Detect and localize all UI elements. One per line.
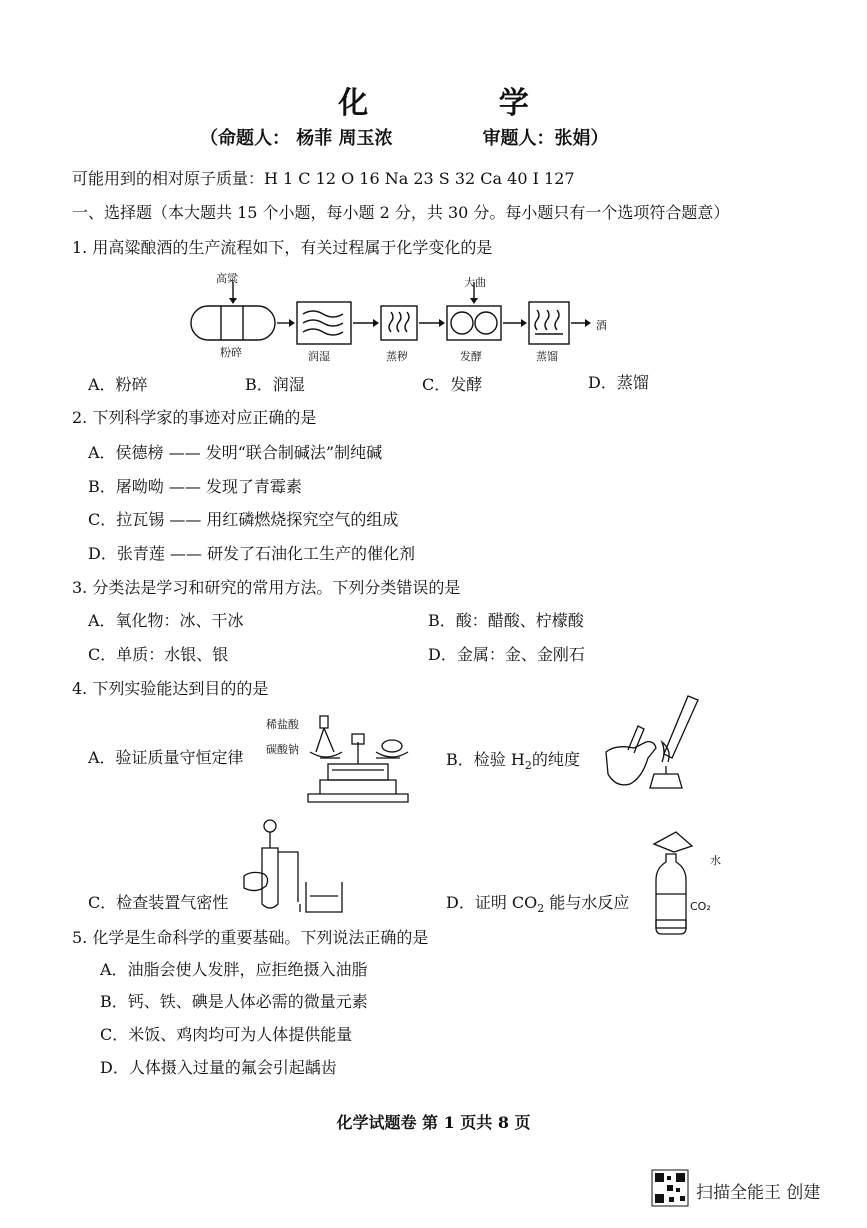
q5-option-b[interactable]: B．钙、铁、碘是人体必需的微量元素 [100, 992, 368, 1011]
hydrogen-test-figure [592, 690, 722, 800]
q4-option-d[interactable]: D．证明 $CO_2$ 能与水反应 [446, 893, 630, 916]
airtightness-figure [240, 818, 350, 916]
balance-figure [300, 706, 420, 806]
qr-code-icon [652, 1170, 688, 1206]
q1-option-d[interactable]: D．蒸馏 [588, 373, 649, 392]
q2-option-a[interactable]: A．侯德榜 —— 发明“联合制碱法”制纯碱 [88, 443, 383, 462]
q1-option-a[interactable]: A．粉碎 [88, 375, 148, 394]
co2-bottle-figure [640, 824, 710, 936]
section-heading: 一、选择题（本大题共 15 个小题，每小题 2 分，共 30 分。每小题只有一个选项符合题意） [72, 203, 730, 222]
q4-option-b[interactable]: B．检验 $H_2$的纯度 [446, 750, 580, 773]
q1-option-b[interactable]: B．润湿 [245, 375, 305, 394]
q5-option-c[interactable]: C．米饭、鸡肉均可为人体提供能量 [100, 1025, 353, 1044]
label-shui: 水 [710, 854, 721, 867]
q1-option-c[interactable]: C．发酵 [422, 375, 483, 394]
q5-option-a[interactable]: A．油脂会使人发胖，应拒绝摄入油脂 [100, 960, 368, 979]
q3-stem: 3. 分类法是学习和研究的常用方法。下列分类错误的是 [72, 578, 461, 597]
label-runshi: 润湿 [308, 350, 330, 363]
label-xiyansuan: 稀盐酸 [266, 718, 299, 731]
q1-stem: 1. 用高粱酿酒的生产流程如下，有关过程属于化学变化的是 [72, 238, 493, 257]
q3-option-d[interactable]: D．金属：金、金刚石 [428, 645, 585, 664]
q3-option-c[interactable]: C．单质：水银、银 [88, 645, 229, 664]
q5-option-d[interactable]: D．人体摄入过量的氟会引起龋齿 [100, 1058, 337, 1077]
label-fensui: 粉碎 [220, 346, 242, 359]
watermark-text: 扫描全能王 创建 [696, 1183, 821, 1203]
q3-option-a[interactable]: A．氧化物：冰、干冰 [88, 611, 244, 630]
q2-stem: 2. 下列科学家的事迹对应正确的是 [72, 408, 317, 427]
label-zhengliu: 蒸馏 [536, 350, 558, 363]
setters: （命题人： 杨菲 周玉浓 [200, 128, 393, 149]
label-tansuanna: 碳酸钠 [266, 743, 299, 756]
page-footer: 化学试题卷 第 1 页共 8 页 [336, 1113, 531, 1132]
q2-option-d[interactable]: D．张青莲 —— 研发了石油化工生产的催化剂 [88, 544, 416, 563]
label-gaoliang: 高粱 [216, 272, 238, 285]
label-co2: CO₂ [690, 900, 711, 913]
label-zhengyi: 蒸秽 [386, 350, 408, 363]
q5-stem: 5. 化学是生命科学的重要基础。下列说法正确的是 [72, 928, 429, 947]
q2-option-c[interactable]: C．拉瓦锡 —— 用红磷燃烧探究空气的组成 [88, 510, 399, 529]
atomic-masses: 可能用到的相对原子质量：H 1 C 12 O 16 Na 23 S 32 Ca 40 I 127 [72, 169, 575, 188]
page-title: 化 学 [338, 86, 589, 121]
q4-option-a[interactable]: A．验证质量守恒定律 [88, 748, 244, 767]
q4-option-c[interactable]: C．检查装置气密性 [88, 893, 229, 912]
q3-option-b[interactable]: B．酸：醋酸、柠檬酸 [428, 611, 584, 630]
reviewer: 审题人：张娟） [482, 128, 609, 149]
label-jiu: 酒 [596, 319, 607, 332]
label-fajiao: 发酵 [460, 350, 482, 363]
authors [200, 124, 609, 150]
q4-stem: 4. 下列实验能达到目的的是 [72, 679, 269, 698]
label-daqu: 大曲 [464, 276, 486, 289]
q2-option-b[interactable]: B．屠呦呦 —— 发现了青霉素 [88, 477, 302, 496]
